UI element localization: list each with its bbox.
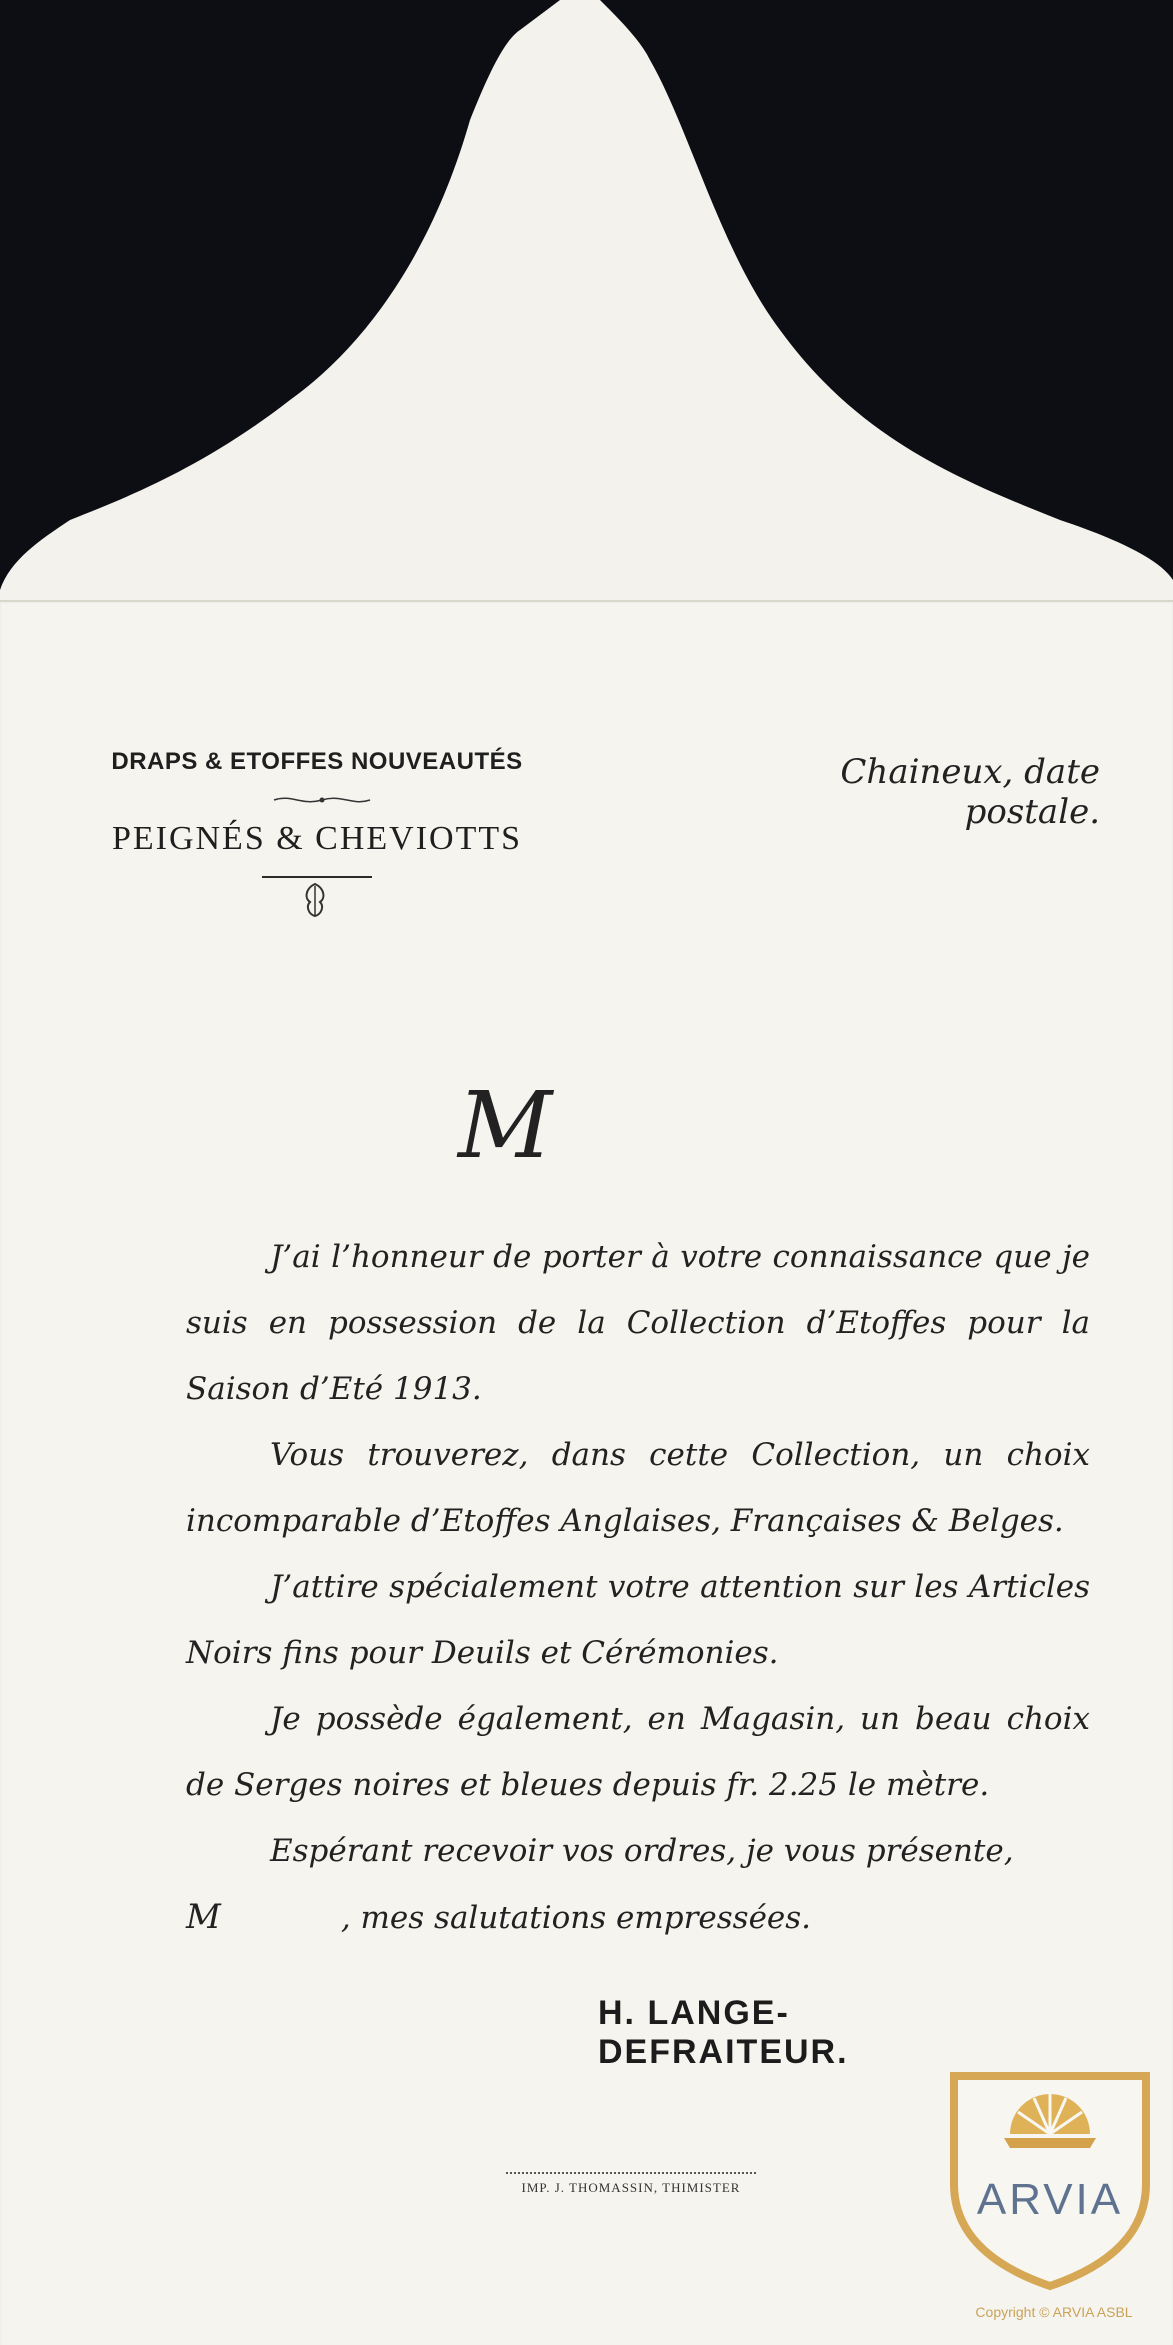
closing-line (186, 1884, 1090, 1951)
flourish-ornament-icon (272, 792, 372, 808)
letterhead-line2: PEIGNÉS & CHEVIOTTS (111, 820, 523, 857)
closing-initial: M (186, 1897, 221, 1937)
envelope-flap (0, 0, 1173, 610)
fleuron-ornament-icon (298, 880, 332, 920)
letterhead-divider (262, 876, 372, 878)
paragraph-choice: Vous trouverez, dans cette Collection, un choix incomparable d’Etoffes Anglaises, Françaises & Belges. (186, 1437, 1090, 1539)
arvia-logo-icon (940, 2064, 1160, 2294)
printer-divider (506, 2172, 756, 2174)
printer-imprint: IMP. J. THOMASSIN, THIMISTER (521, 2180, 741, 2195)
letter-body (186, 1224, 1090, 1951)
place-date: Chaineux, date postale. (840, 752, 1100, 832)
logo-lettering: ARVIA (976, 2175, 1124, 2224)
paragraph-collection: J’ai l’honneur de porter à votre connaissance que je suis en possession de la Collection d’Etoffes pour la Saison d’Eté 1913. (186, 1239, 1090, 1407)
salutation-initial: M (458, 1072, 553, 1179)
letterhead-line1: DRAPS & ETOFFES NOUVEAUTÉS (111, 748, 523, 775)
copyright-notice: Copyright © ARVIA ASBL (975, 2304, 1133, 2320)
closing-text: , mes salutations empressées. (340, 1900, 812, 1936)
fold-line (0, 600, 1173, 602)
signature: H. LANGE-DEFRAITEUR. (598, 1994, 849, 2071)
paragraph-closing: Espérant recevoir vos ordres, je vous présente, (270, 1833, 1014, 1869)
paragraph-serges: Je possède également, en Magasin, un beau choix de Serges noires et bleues depuis fr. 2.25 le mètre. (186, 1701, 1090, 1803)
paragraph-attention: J’attire spécialement votre attention sur les Articles Noirs fins pour Deuils et Cérémonies. (186, 1569, 1090, 1671)
